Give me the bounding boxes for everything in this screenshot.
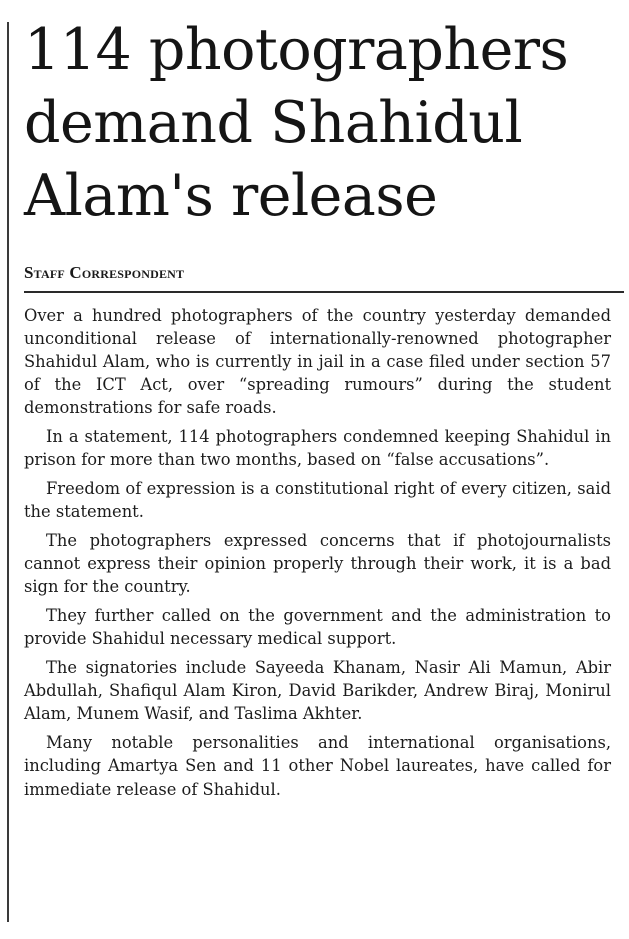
paragraph: They further called on the government and the administration to provide Shahidul necessary medical support. — [24, 606, 611, 649]
paragraph: Freedom of expression is a constitutional right of every citizen, said the statement. — [24, 479, 611, 522]
paragraph: In a statement, 114 photographers condemned keeping Shahidul in prison for more than two months, based on “false accusations”. — [24, 427, 611, 470]
paragraph: Over a hundred photographers of the country yesterday demanded unconditional release of internationally-renowned photographer Shahidul Alam, who is currently in jail in a case filed under section 57 of the ICT Act, over “spreading rumours” during the student demonstrations for safe roads. — [24, 306, 611, 418]
article-body — [24, 304, 611, 806]
byline-divider — [24, 291, 624, 293]
byline: Staff Correspondent — [24, 263, 185, 282]
paragraph: The signatories include Sayeeda Khanam, Nasir Ali Mamun, Abir Abdullah, Shafiqul Alam Kiron, David Barikder, Andrew Biraj, Monirul Alam, Munem Wasif, and Taslima Akhter. — [24, 658, 611, 724]
paragraph: The photographers expressed concerns that if photojournalists cannot express their opinion properly through their work, it is a bad sign for the country. — [24, 531, 611, 597]
paragraph: Many notable personalities and international organisations, including Amartya Sen and 11 other Nobel laureates, have called for immediate release of Shahidul. — [24, 733, 611, 799]
column-rule — [7, 22, 9, 922]
headline: 114 photographers demand Shahidul Alam's release — [24, 17, 569, 229]
